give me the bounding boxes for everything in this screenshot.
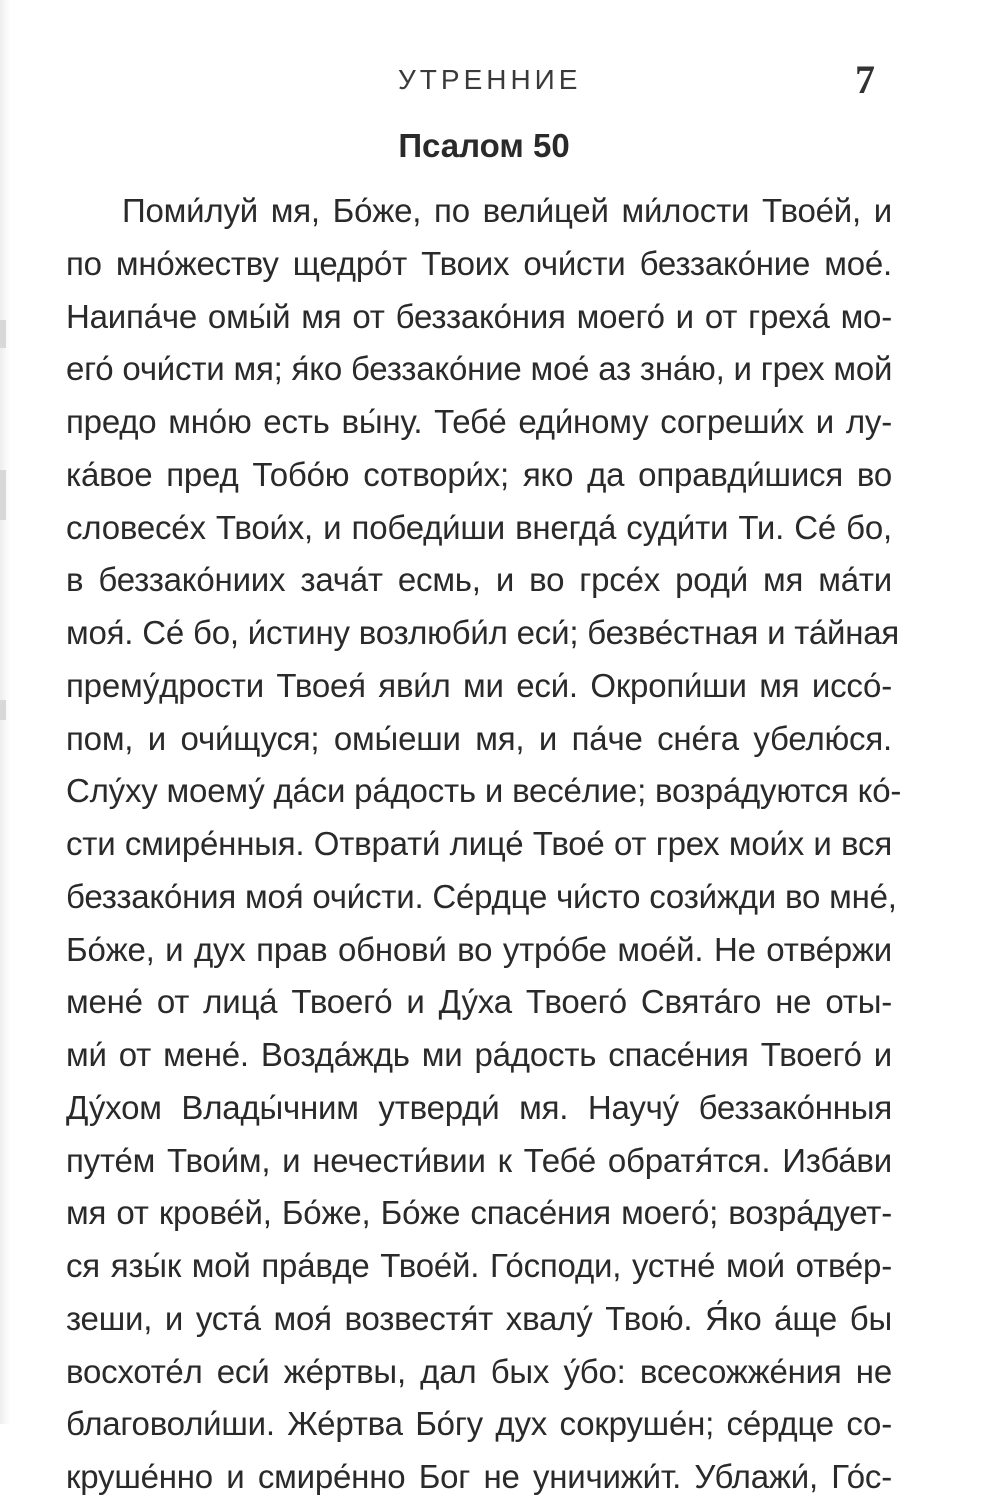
- text-line: ми́ от мене́. Возда́ждь ми ра́дость спасе́ния Твоего́ и: [66, 1036, 892, 1073]
- text-line: ка́вое пред Тобо́ю сотвори́х; яко да оправди́шися во: [66, 455, 892, 493]
- text-line: ся язы́к мой пра́вде Твое́й. Го́споди, устне́ мои́ отве́р-: [66, 1247, 892, 1284]
- text-line: моя́. Се́ бо, и́стину возлюби́л еси́; безве́стная и та́йная: [66, 614, 900, 651]
- text-line: пом, и очи́щуся; омы́еши мя, и па́че сне́га убелю́ся.: [66, 719, 892, 757]
- text-line: Ду́хом Влады́чним утверди́ мя. Научу́ беззако́нныя: [66, 1088, 892, 1126]
- text-line: словесе́х Твои́х, и победи́ши внегда́ суди́ти Ти. Се́ бо,: [66, 508, 892, 546]
- text-line: его́ очи́сти мя; я́ко беззако́ние мое́ аз зна́ю, и грех мой: [66, 350, 893, 388]
- psalm-text: [66, 185, 902, 1504]
- psalm-title: Псалом 50: [398, 127, 570, 164]
- text-line: восхоте́л еси́ же́ртвы, дал бых у́бо: всесожже́ния не: [66, 1352, 892, 1390]
- text-line: беззако́ния моя́ очи́сти. Се́рдце чи́сто сози́жди во мне́,: [66, 877, 897, 915]
- scan-artifact: [0, 470, 6, 520]
- text-line: благоволи́ши. Же́ртва Бо́гу дух сокруше́н; се́рдце со-: [66, 1405, 892, 1443]
- text-line: предо мно́ю есть вы́ну. Тебе́ еди́ному согреши́х и лу-: [66, 403, 892, 440]
- running-head: УТРЕННИЕ: [398, 64, 582, 95]
- text-line: в беззако́ниих зача́т есмь, и во грсе́х роди́ мя ма́ти: [66, 561, 892, 599]
- text-line: сти смире́нныя. Отврати́ лице́ Твое́ от грех мои́х и вся: [66, 825, 892, 862]
- text-line: путе́м Твои́м, и нечести́вии к Тебе́ обратя́тся. Изба́ви: [66, 1141, 892, 1179]
- text-line: Бо́же, и дух прав обнови́ во утро́бе мое́й. Не отве́ржи: [66, 930, 892, 968]
- text-line: круше́нно и смире́нно Бог не уничижи́т. Ублажи́, Го́с-: [66, 1458, 892, 1495]
- text-line: мя от крове́й, Бо́же, Бо́же спасе́ния моего́; возра́дует-: [66, 1194, 892, 1232]
- text-line: по мно́жеству щедро́т Твоих очи́сти беззако́ние мое́.: [66, 244, 892, 282]
- text-line: Наипа́че омы́й мя от беззако́ния моего́ и от греха́ мо-: [66, 297, 892, 335]
- text-line: зеши, и уста́ моя́ возвестя́т хвалу́ Твою́. Я́ко а́ще бы: [66, 1299, 892, 1337]
- text-line: Слу́ху моему́ да́си ра́дость и весе́лие; возра́дуются ко́-: [66, 772, 902, 810]
- text-line: мене́ от лица́ Твоего́ и Ду́ха Твоего́ Свята́го не оты-: [66, 983, 892, 1021]
- text-line: прему́дрости Твоея́ яви́л ми еси́. Окропи́ши мя иссо́-: [66, 666, 892, 704]
- scan-artifact: [0, 700, 6, 720]
- text-line: Поми́луй мя, Бо́же, по вели́цей ми́лости Твое́й, и: [122, 192, 892, 229]
- page-number: 7: [855, 57, 875, 102]
- scan-artifact: [0, 320, 6, 348]
